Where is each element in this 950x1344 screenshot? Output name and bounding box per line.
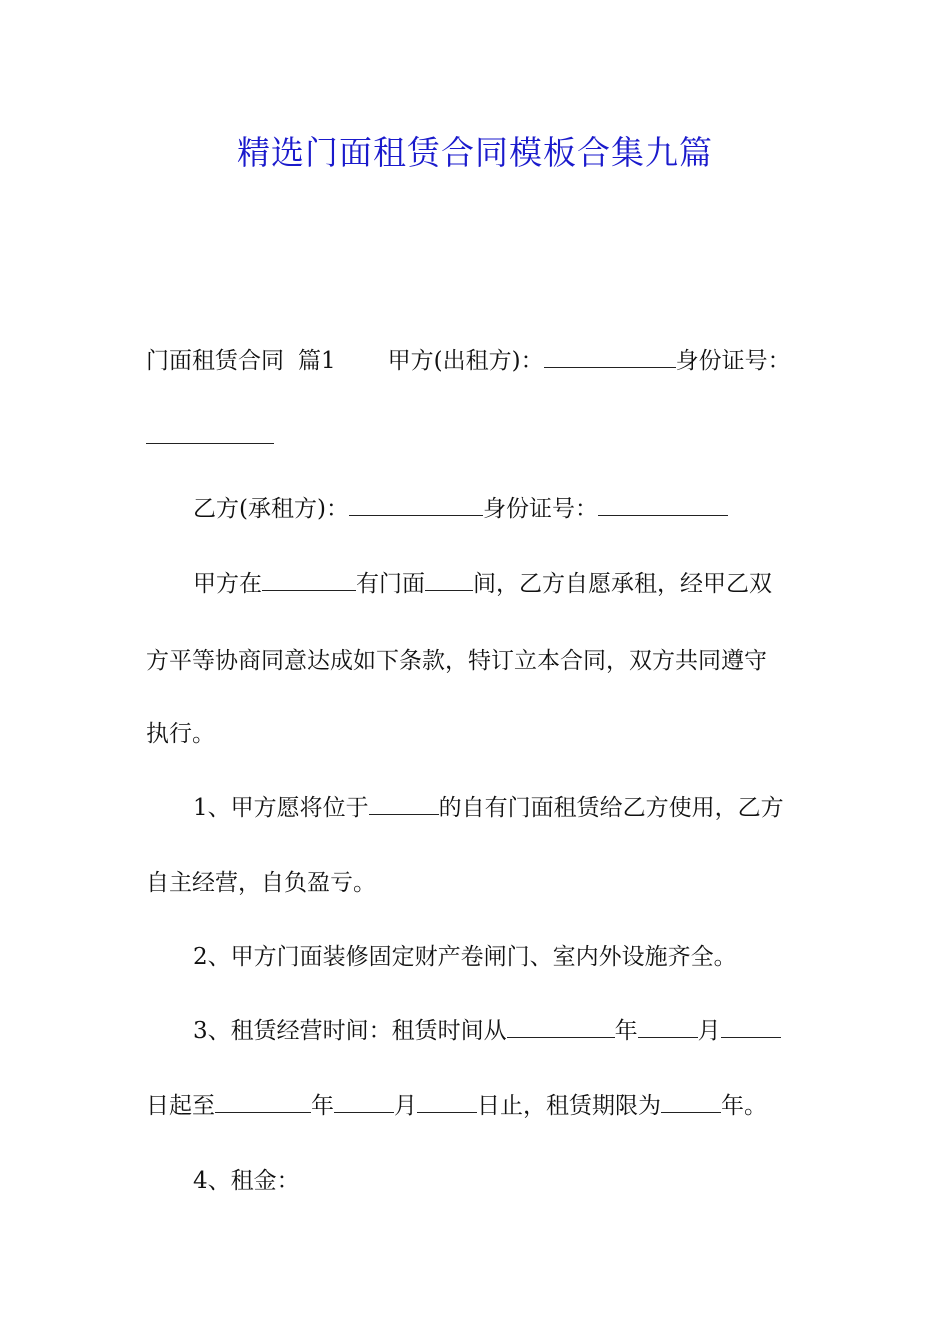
text-segment: 有门面 [356, 571, 425, 597]
line-5 [146, 644, 767, 678]
text-segment: 年 [614, 1018, 638, 1044]
party-a-id-label: 身份证号： [675, 348, 791, 374]
contract-heading: 门面租赁合同 [146, 348, 284, 374]
party-b-blank [349, 495, 483, 516]
clause-2 [193, 940, 737, 974]
start-month-blank [638, 1017, 698, 1038]
term-years-blank [661, 1092, 721, 1113]
party-a-blank [544, 347, 676, 368]
party-b-id-label: 身份证号： [482, 496, 598, 522]
end-year-blank [215, 1092, 311, 1113]
text-segment: 2、甲方门面装修固定财产卷闸门、室内外设施齐全。 [193, 944, 737, 970]
clause-4 [193, 1164, 300, 1198]
end-month-blank [334, 1092, 394, 1113]
text-segment: 的自有门面租赁给乙方使用，乙方 [438, 795, 784, 821]
text-segment: 执行。 [146, 721, 215, 747]
text-segment: 方平等协商同意达成如下条款，特订立本合同，双方共同遵守 [146, 648, 767, 674]
line-2 [146, 420, 274, 454]
line-1 [146, 344, 791, 378]
party-a-id-blank [146, 423, 274, 444]
clause-3-line-2 [146, 1089, 767, 1123]
text-segment: 1、甲方愿将位于 [193, 795, 369, 821]
text-segment: 4、租金： [193, 1168, 300, 1194]
text-segment: 日起至 [146, 1093, 215, 1119]
room-count-blank [425, 570, 473, 591]
party-a-label: 甲方(出租方)： [387, 348, 544, 374]
party-b-id-blank [598, 495, 728, 516]
text-segment: 3、租赁经营时间：租赁时间从 [193, 1018, 507, 1044]
start-year-blank [507, 1017, 615, 1038]
location-blank [262, 570, 356, 591]
start-day-blank [721, 1017, 781, 1038]
text-segment: 月 [394, 1093, 417, 1119]
text-segment: 年。 [721, 1093, 767, 1119]
line-4 [193, 567, 772, 601]
address-blank [369, 794, 439, 815]
clause-1-line-1 [193, 791, 784, 825]
party-b-label: 乙方(承租方)： [193, 496, 349, 522]
line-6 [146, 717, 215, 751]
clause-3-line-1 [193, 1014, 781, 1048]
line-3 [193, 492, 728, 526]
contract-number: 篇1 [298, 348, 336, 374]
text-segment: 月 [697, 1018, 721, 1044]
document-title: 精选门面租赁合同模板合集九篇 [237, 133, 713, 172]
clause-1-line-2 [146, 866, 376, 900]
text-segment: 甲方在 [193, 571, 262, 597]
text-segment: 自主经营，自负盈亏。 [146, 870, 376, 896]
text-segment: 年 [311, 1093, 334, 1119]
text-segment: 日止，租赁期限为 [477, 1093, 661, 1119]
text-segment: 间，乙方自愿承租，经甲乙双 [473, 571, 772, 597]
end-day-blank [417, 1092, 477, 1113]
